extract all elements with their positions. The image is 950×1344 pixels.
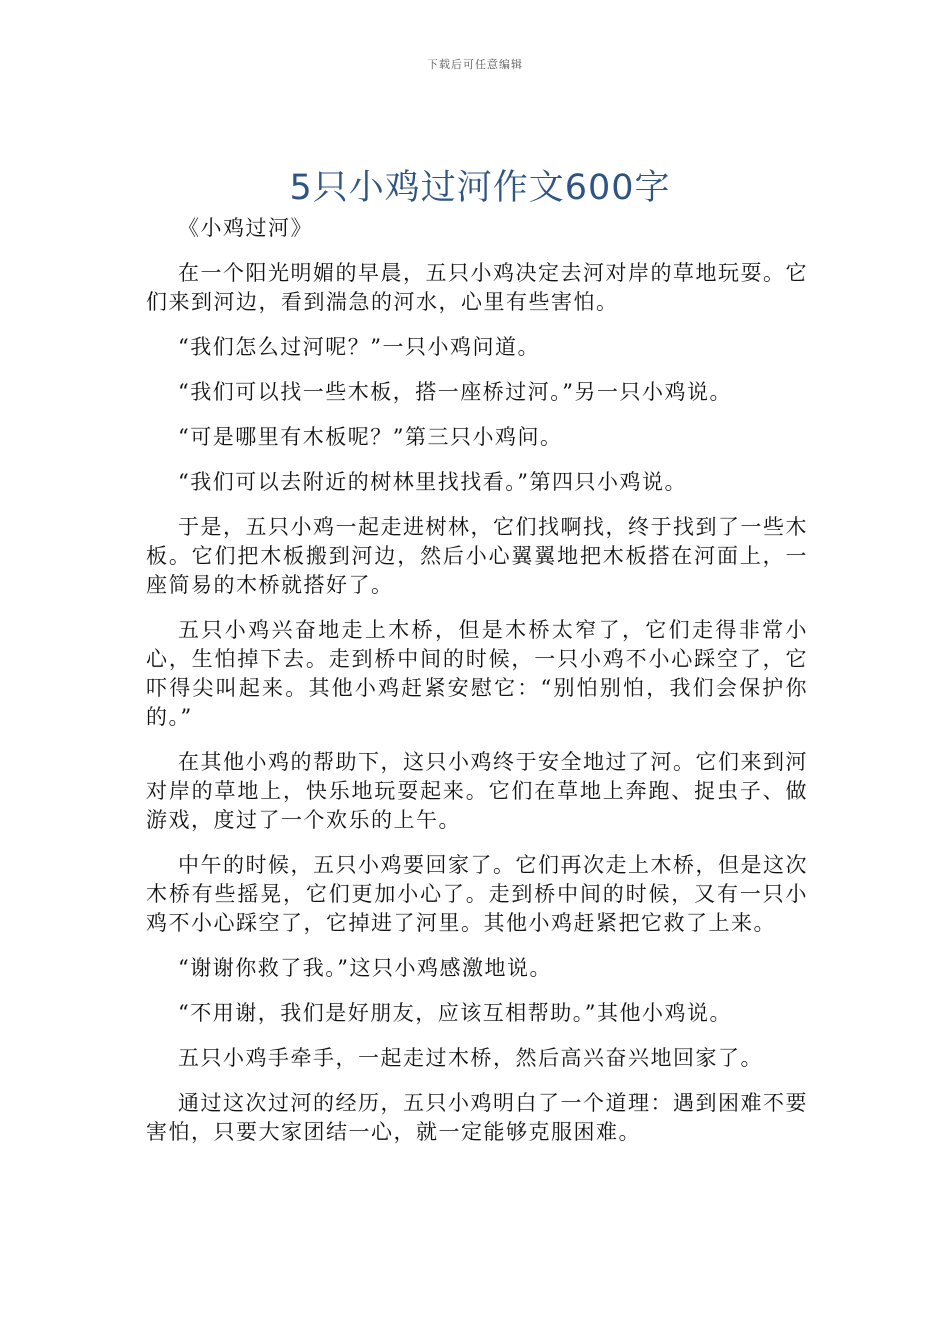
- paragraph: “不用谢，我们是好朋友，应该互相帮助。”其他小鸡说。: [178, 1001, 732, 1025]
- paragraph: 五只小鸡兴奋地走上木桥，但是木桥太窄了，它们走得非常小心，生怕掉下去。走到桥中间的时候，一只小鸡不小心踩空了，它吓得尖叫起来。其他小鸡赶紧安慰它：“别怕别怕，我们会保护你的。”: [146, 618, 808, 729]
- paragraph: 通过这次过河的经历，五只小鸡明白了一个道理：遇到困难不要害怕，只要大家团结一心，就一定能够克服困难。: [146, 1091, 808, 1144]
- paragraph: “我们怎么过河呢？”一只小鸡问道。: [178, 335, 540, 359]
- paragraph: “我们可以去附近的树林里找找看。”第四只小鸡说。: [178, 470, 687, 494]
- paragraph: “谢谢你救了我。”这只小鸡感激地说。: [178, 956, 552, 980]
- paragraph: 在一个阳光明媚的早晨，五只小鸡决定去河对岸的草地玩耍。它们来到河边，看到湍急的河水，心里有些害怕。: [146, 261, 808, 314]
- paragraph: “我们可以找一些木板，搭一座桥过河。”另一只小鸡说。: [178, 380, 732, 404]
- page-title: 5只小鸡过河作文600字: [289, 168, 671, 208]
- paragraph: “可是哪里有木板呢？”第三只小鸡问。: [178, 425, 563, 449]
- paragraph: 五只小鸡手牵手，一起走过木桥，然后高兴奋兴地回家了。: [178, 1046, 763, 1070]
- essay-body: [146, 214, 808, 1163]
- paragraph: 于是，五只小鸡一起走进树林，它们找啊找，终于找到了一些木板。它们把木板搬到河边，然后小心翼翼地把木板搭在河面上，一座简易的木桥就搭好了。: [146, 515, 808, 597]
- header-note: 下载后可任意编辑: [427, 58, 523, 71]
- paragraph: 中午的时候，五只小鸡要回家了。它们再次走上木桥，但是这次木桥有些摇晃，它们更加小心了。走到桥中间的时候，又有一只小鸡不小心踩空了，它掉进了河里。其他小鸡赶紧把它救了上来。: [146, 853, 808, 935]
- paragraph: 在其他小鸡的帮助下，这只小鸡终于安全地过了河。它们来到河对岸的草地上，快乐地玩耍起来。它们在草地上奔跑、捉虫子、做游戏，度过了一个欢乐的上午。: [146, 750, 808, 832]
- paragraph: 《小鸡过河》: [178, 216, 313, 240]
